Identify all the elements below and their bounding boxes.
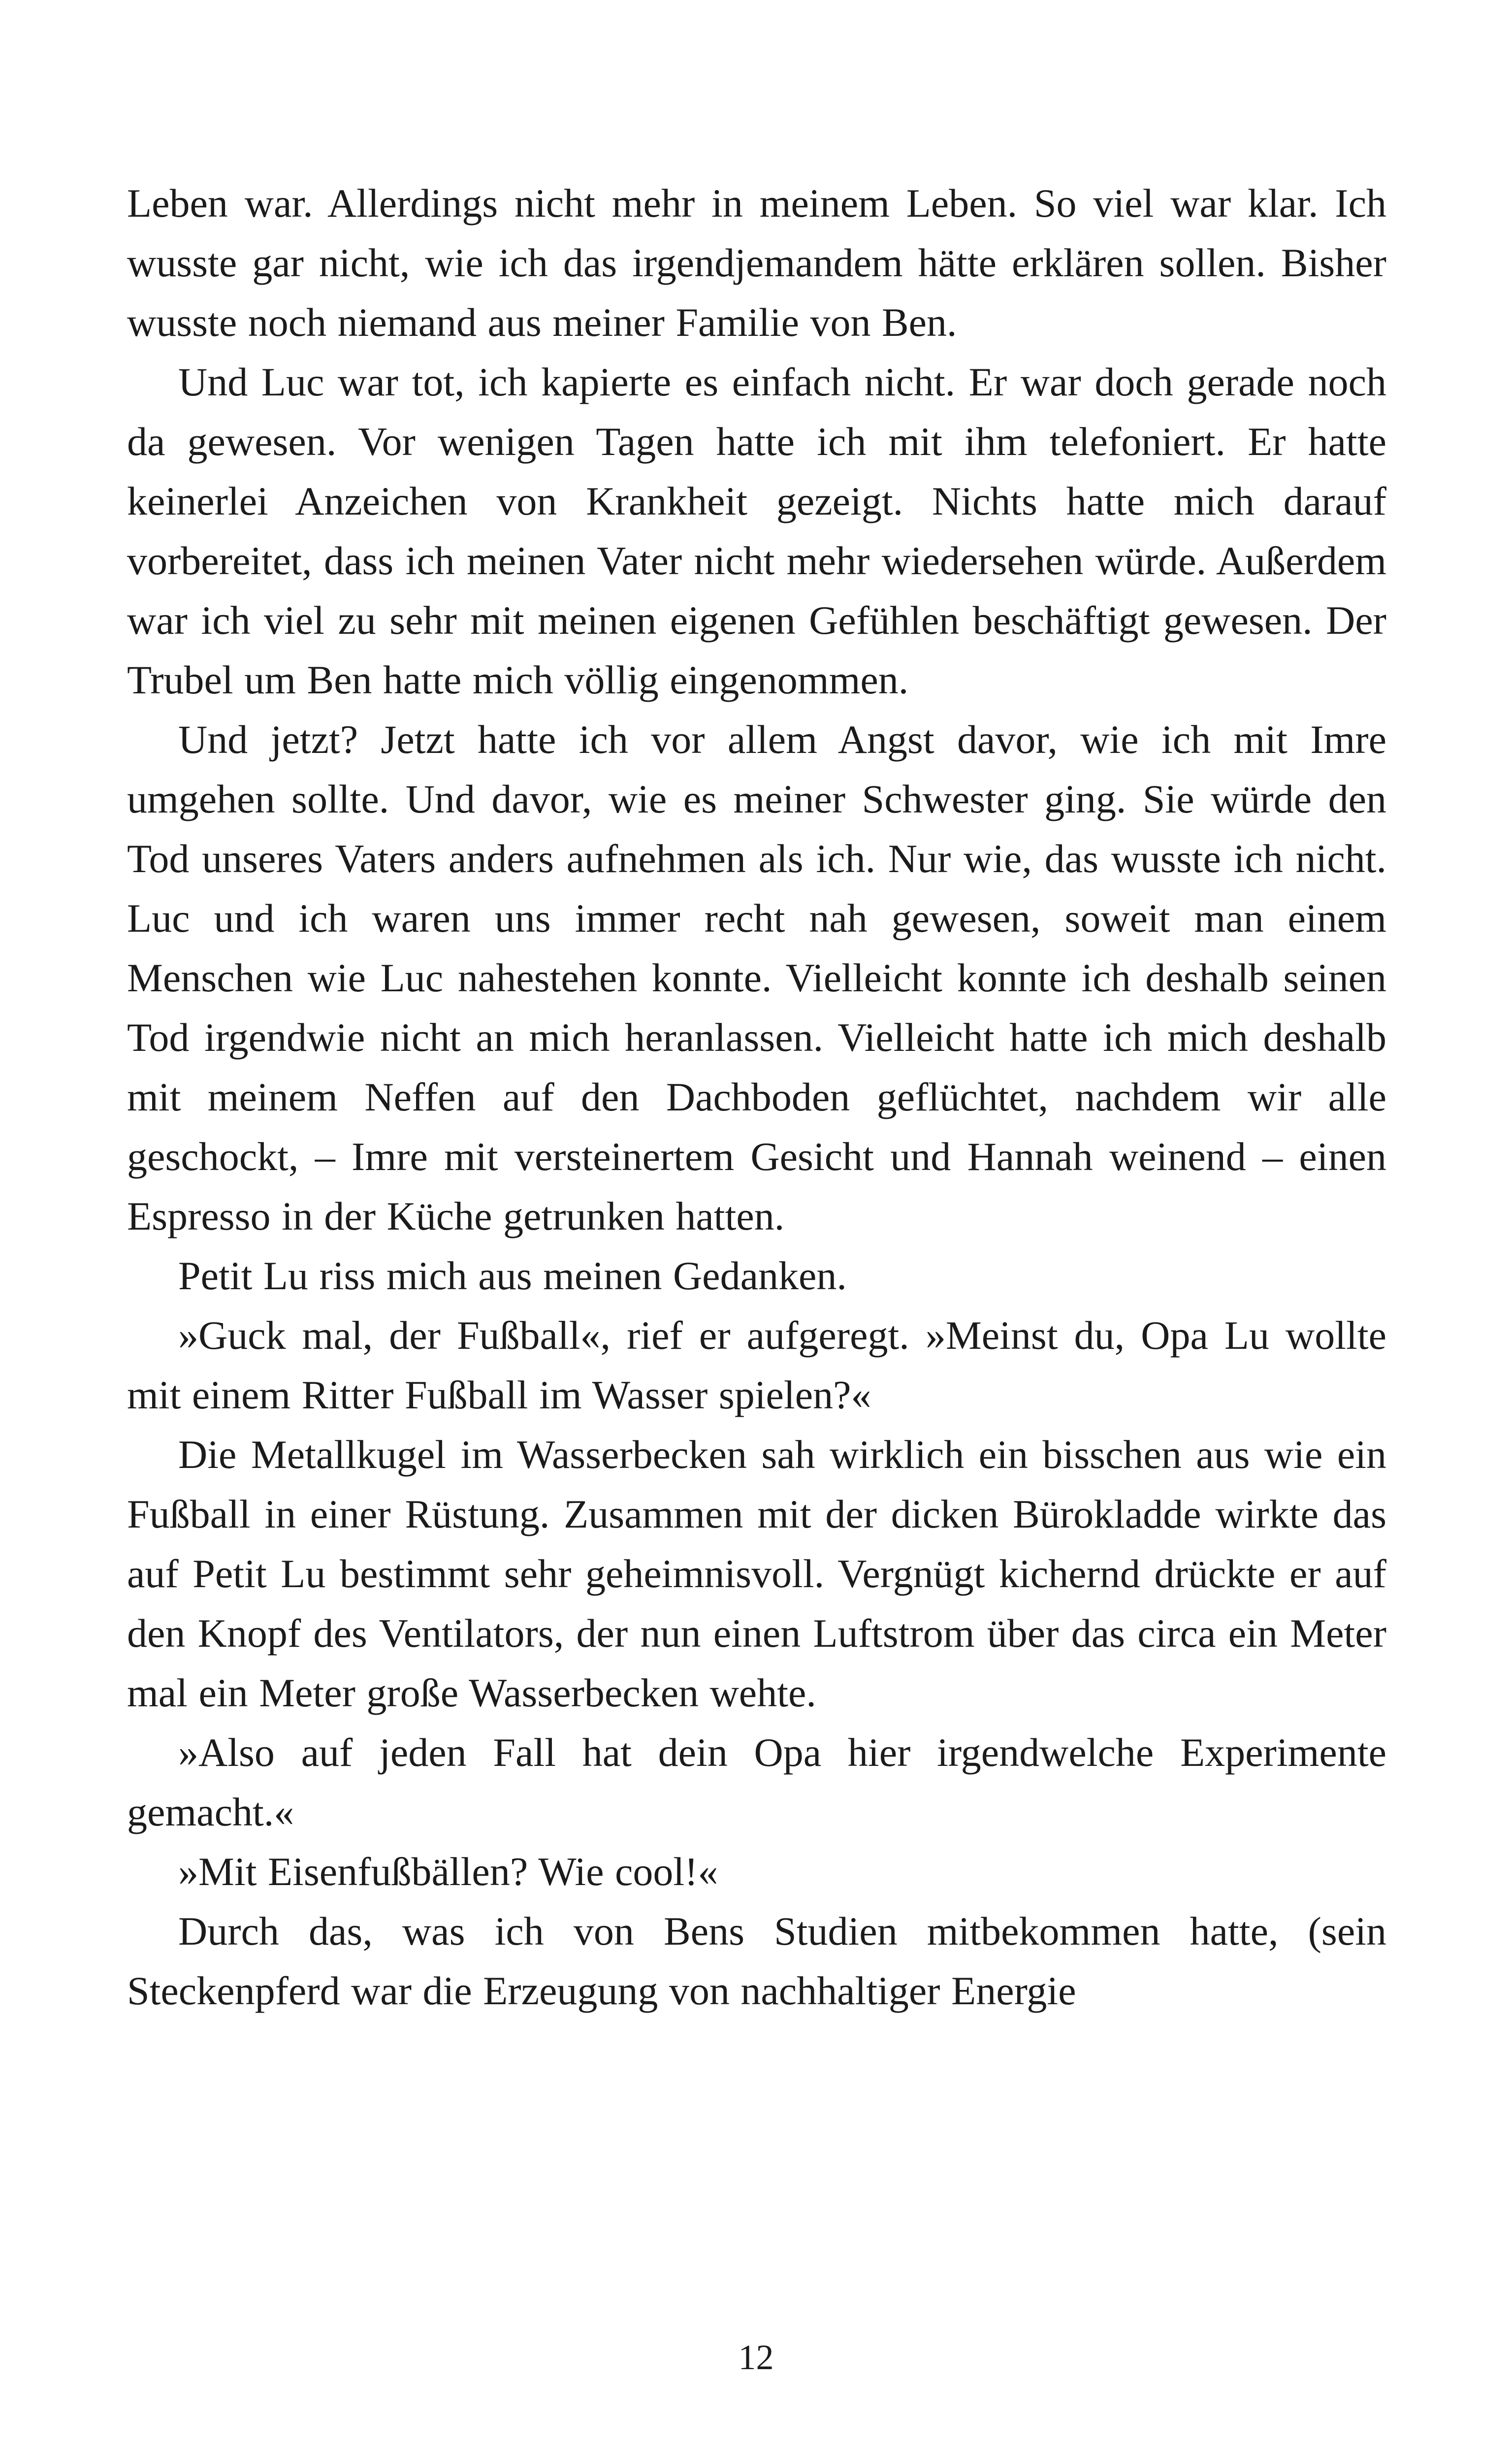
paragraph: Die Metallkugel im Wasserbecken sah wirklich ein bisschen aus wie ein Fußball in einer Rüstung. Zusammen mit der dicken Bürokladde wirkte das auf Petit Lu bestimmt sehr geheimnisvoll. Vergnügt kichernd drückte er auf den Knopf des Ventilators, der nun einen Luftstrom über das circa ein Meter mal ein Meter große Wasserbecken wehte. — [127, 1432, 1386, 1715]
page-number: 12 — [738, 2338, 774, 2377]
paragraph: »Also auf jeden Fall hat dein Opa hier irgendwelche Experimente gemacht.« — [127, 1730, 1386, 1834]
paragraph: Durch das, was ich von Bens Studien mitbekommen hatte, (sein Steckenpferd war die Erzeugung von nachhaltiger Energie — [127, 1909, 1386, 2013]
paragraph: Petit Lu riss mich aus meinen Gedanken. — [178, 1253, 847, 1298]
page-text — [127, 173, 1386, 2020]
paragraph: Leben war. Allerdings nicht mehr in meinem Leben. So viel war klar. Ich wusste gar nicht, wie ich das irgendjemandem hätte erklären sollen. Bisher wusste noch niemand aus meiner Familie von Ben. — [127, 181, 1386, 345]
paragraph: »Guck mal, der Fußball«, rief er aufgeregt. »Meinst du, Opa Lu wollte mit einem Ritter Fußball im Wasser spielen?« — [127, 1313, 1386, 1417]
paragraph: Und Luc war tot, ich kapierte es einfach nicht. Er war doch gerade noch da gewesen. Vor wenigen Tagen hatte ich mit ihm telefoniert. Er hatte keinerlei Anzeichen von Krankheit gezeigt. Nichts hatte mich darauf vorbereitet, dass ich meinen Vater nicht mehr wiedersehen würde. Außerdem war ich viel zu sehr mit meinen eigenen Gefühlen beschäftigt gewesen. Der Trubel um Ben hatte mich völlig eingenommen. — [127, 359, 1386, 702]
paragraph: Und jetzt? Jetzt hatte ich vor allem Angst davor, wie ich mit Imre umgehen sollte. Und davor, wie es meiner Schwester ging. Sie würde den Tod unseres Vaters anders aufnehmen als ich. Nur wie, das wusste ich nicht. Luc und ich waren uns immer recht nah gewesen, soweit man einem Menschen wie Luc nahestehen konnte. Vielleicht konnte ich deshalb seinen Tod irgendwie nicht an mich heranlassen. Vielleicht hatte ich mich deshalb mit meinem Neffen auf den Dachboden geflüchtet, nachdem wir alle geschockt, – Imre mit versteinertem Gesicht und Hannah weinend – einen Espresso in der Küche getrunken hatten. — [127, 717, 1386, 1238]
paragraph: »Mit Eisenfußbällen? Wie cool!« — [178, 1849, 718, 1894]
